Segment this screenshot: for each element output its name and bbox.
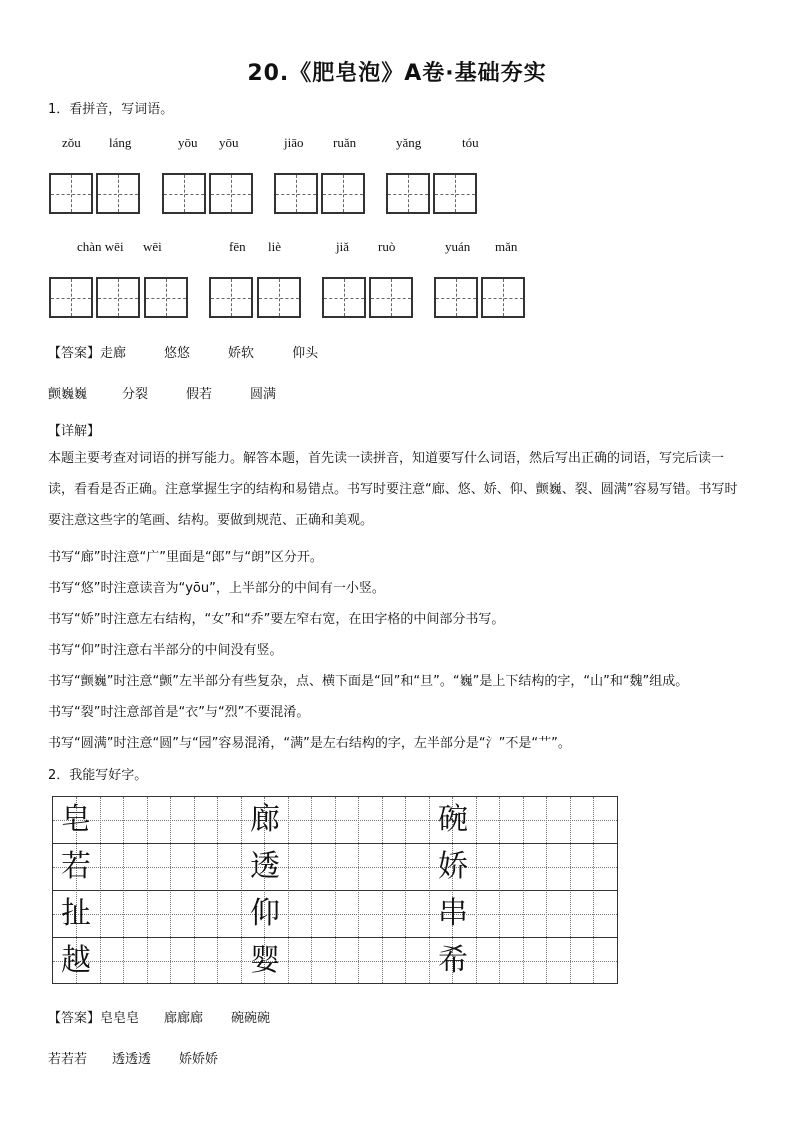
answer-label: 【答案】 <box>48 346 101 361</box>
answer-word: 廊廊廊 <box>164 1011 204 1026</box>
detail-note: 书写“仰”时注意右半部分的中间没有竖。 <box>48 643 283 658</box>
question-2-label: 2．我能写好字。 <box>48 768 148 783</box>
question-1-label: 1．看拼音，写词语。 <box>48 102 174 117</box>
tianzige-cell[interactable] <box>434 277 478 318</box>
detail-note: 书写“廊”时注意“广”里面是“郎”与“朗”区分开。 <box>48 550 323 565</box>
answer-word: 娇软 <box>228 346 255 361</box>
pinyin: mǎn <box>495 239 518 254</box>
pinyin: ruò <box>378 239 396 254</box>
tianzige-row-2 <box>0 277 794 322</box>
tianzige-cell[interactable] <box>96 173 140 214</box>
model-character: 碗 <box>438 802 468 837</box>
answer-word: 碗碗碗 <box>231 1011 271 1026</box>
model-character: 皂 <box>61 802 91 837</box>
answer-word: 悠悠 <box>164 346 191 361</box>
tianzige-cell[interactable] <box>209 173 253 214</box>
model-character: 透 <box>250 849 280 884</box>
detail-note: 书写“圆满”时注意“圆”与“园”容易混淆，“满”是左右结构的字，左半部分是“氵”不是“艹”。 <box>48 736 571 751</box>
answer-word: 分裂 <box>122 387 149 402</box>
model-character: 仰 <box>250 896 280 931</box>
tianzige-cell[interactable] <box>481 277 525 318</box>
pinyin-row-2 <box>0 239 794 257</box>
pinyin: yuán <box>445 239 471 254</box>
tianzige-cell[interactable] <box>162 173 206 214</box>
model-character: 若 <box>61 849 91 884</box>
detail-note: 书写“悠”时注意读音为“yōu”，上半部分的中间有一小竖。 <box>48 581 385 596</box>
answer-word: 透透透 <box>112 1052 152 1067</box>
model-character: 婴 <box>250 943 280 978</box>
model-character: 娇 <box>438 849 468 884</box>
tianzige-cell[interactable] <box>209 277 253 318</box>
model-character: 越 <box>61 943 91 978</box>
pinyin-row-1 <box>0 135 794 153</box>
answer-word: 仰头 <box>292 346 319 361</box>
tianzige-cell[interactable] <box>96 277 140 318</box>
pinyin: wēi <box>143 239 162 254</box>
pinyin: tóu <box>462 135 479 150</box>
tianzige-cell[interactable] <box>274 173 318 214</box>
model-character: 串 <box>438 896 468 931</box>
answer-word: 圆满 <box>250 387 277 402</box>
tianzige-cell[interactable] <box>49 173 93 214</box>
detail-note: 书写“娇”时注意左右结构，“女”和“乔”要左窄右宽，在田字格的中间部分书写。 <box>48 612 505 627</box>
answer-word: 若若若 <box>48 1052 88 1067</box>
tianzige-cell[interactable] <box>322 277 366 318</box>
pinyin: yōu <box>178 135 198 150</box>
pinyin: jiǎ <box>336 239 349 254</box>
tianzige-cell[interactable] <box>369 277 413 318</box>
q2-answer-line-2 <box>48 1048 218 1067</box>
q2-answer-line-1 <box>48 1007 270 1026</box>
answer-word: 颤巍巍 <box>48 387 88 402</box>
tianzige-cell[interactable] <box>144 277 188 318</box>
tianzige-cell[interactable] <box>433 173 477 214</box>
detail-note: 书写“颤巍”时注意“颤”左半部分有些复杂，点、横下面是“回”和“旦”。“巍”是上下结构的字，“山”和“魏”组成。 <box>48 674 689 689</box>
model-character: 扯 <box>61 896 91 931</box>
tianzige-cell[interactable] <box>386 173 430 214</box>
answer-label: 【答案】 <box>48 1011 101 1026</box>
answer-word: 假若 <box>186 387 213 402</box>
answer-word: 走廊 <box>100 346 127 361</box>
detail-paragraph: 本题主要考查对词语的拼写能力。解答本题，首先读一读拼音，知道要写什么词语，然后写出正确的词语，写完后读一读，看看是否正确。注意掌握生字的结构和易错点。书写时要注意“廊、悠、娇、仰、颤巍、裂、圆满”容易写错。书写时要注意这些字的笔画、结构。要做到规范、正确和美观。 <box>48 451 738 528</box>
answer-word: 娇娇娇 <box>179 1052 219 1067</box>
pinyin: chàn wēi <box>77 239 124 254</box>
pinyin: liè <box>268 239 281 254</box>
pinyin: yōu <box>219 135 239 150</box>
pinyin: ruǎn <box>333 135 357 150</box>
tianzige-cell[interactable] <box>321 173 365 214</box>
detail-label: 【详解】 <box>48 424 101 439</box>
answer-word: 皂皂皂 <box>100 1011 140 1026</box>
pinyin: láng <box>109 135 132 150</box>
model-character: 廊 <box>250 802 280 837</box>
model-character: 希 <box>438 943 468 978</box>
tianzige-row-1 <box>0 173 794 218</box>
detail-note: 书写“裂”时注意部首是“衣”与“烈”不要混淆。 <box>48 705 310 720</box>
writing-grid[interactable] <box>52 796 618 984</box>
q1-answer-line-1 <box>48 342 318 361</box>
tianzige-cell[interactable] <box>49 277 93 318</box>
page-title: 20.《肥皂泡》A卷·基础夯实 <box>247 61 547 86</box>
pinyin: jiāo <box>284 135 304 150</box>
tianzige-cell[interactable] <box>257 277 301 318</box>
pinyin: fēn <box>229 239 246 254</box>
pinyin: zǒu <box>62 135 81 150</box>
q1-answer-line-2 <box>48 383 276 402</box>
pinyin: yǎng <box>396 135 422 150</box>
